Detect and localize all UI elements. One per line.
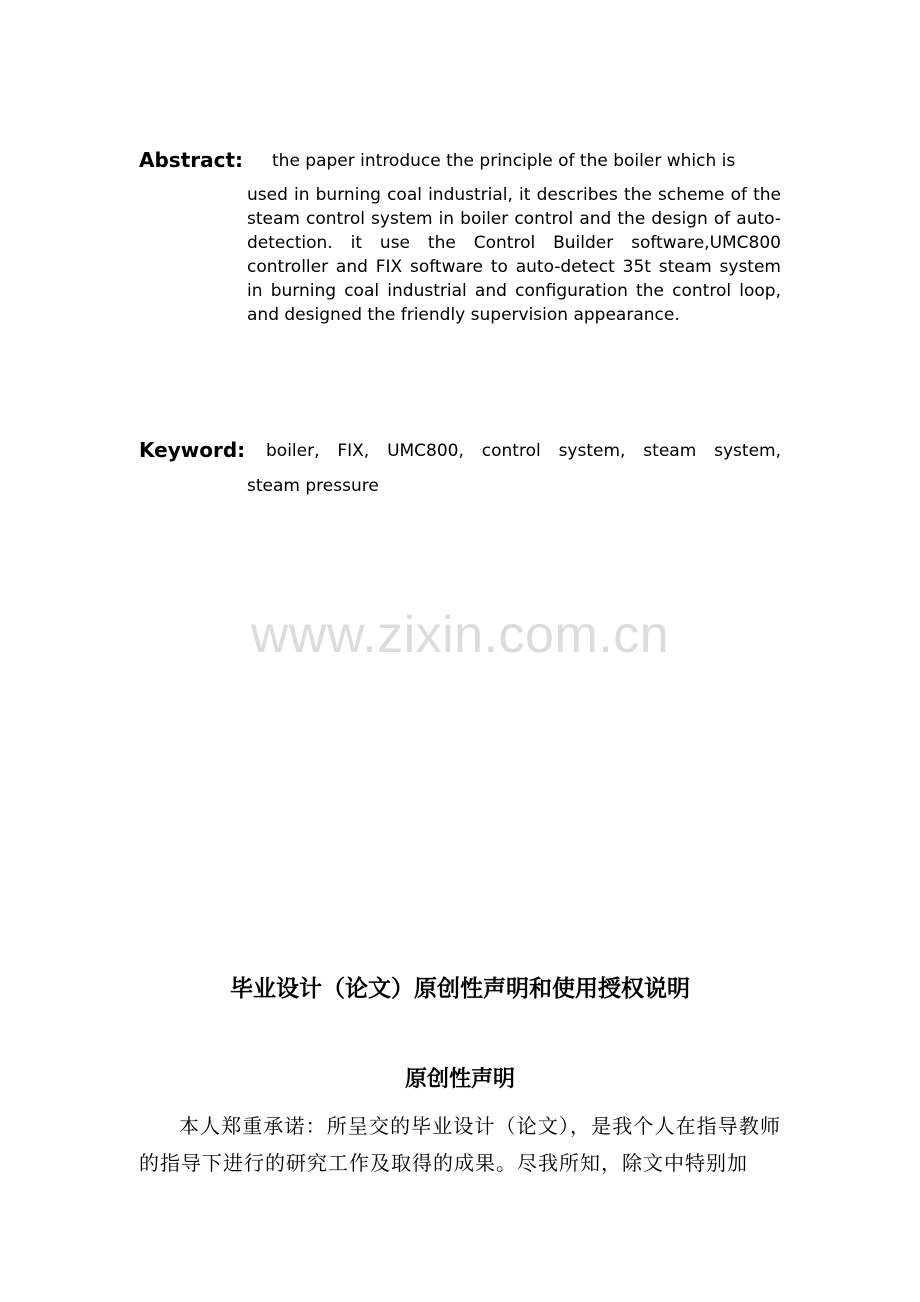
- declaration-subtitle: 原创性声明: [404, 1067, 515, 1092]
- keyword-first-line: boiler, FIX, UMC800, control system, steam system,: [266, 441, 781, 461]
- abstract-body: used in burning coal industrial, it describes the scheme of the steam control system in boiler control and the design of auto- detection. it use the Control Builder software,UMC800 controller and FIX software to auto-detect 35t steam system in burning coal industrial and configuration the control loop, and designed the friendly supervision appearance.: [247, 185, 781, 325]
- abstract-label: Abstract:: [139, 148, 244, 172]
- keyword-label: Keyword:: [139, 438, 246, 462]
- declaration-paragraph: 本人郑重承诺：所呈交的毕业设计（论文），是我个人在指导教师的指导下进行的研究工作及取得的成果。尽我所知，除文中特别加: [139, 1114, 781, 1175]
- abstract-first-line: the paper introduce the principle of the boiler which is: [272, 151, 736, 171]
- declaration-title: 毕业设计（论文）原创性声明和使用授权说明: [230, 976, 690, 1002]
- watermark: www.zixin.com.cn: [250, 606, 670, 664]
- keyword-second-line: steam pressure: [247, 476, 379, 496]
